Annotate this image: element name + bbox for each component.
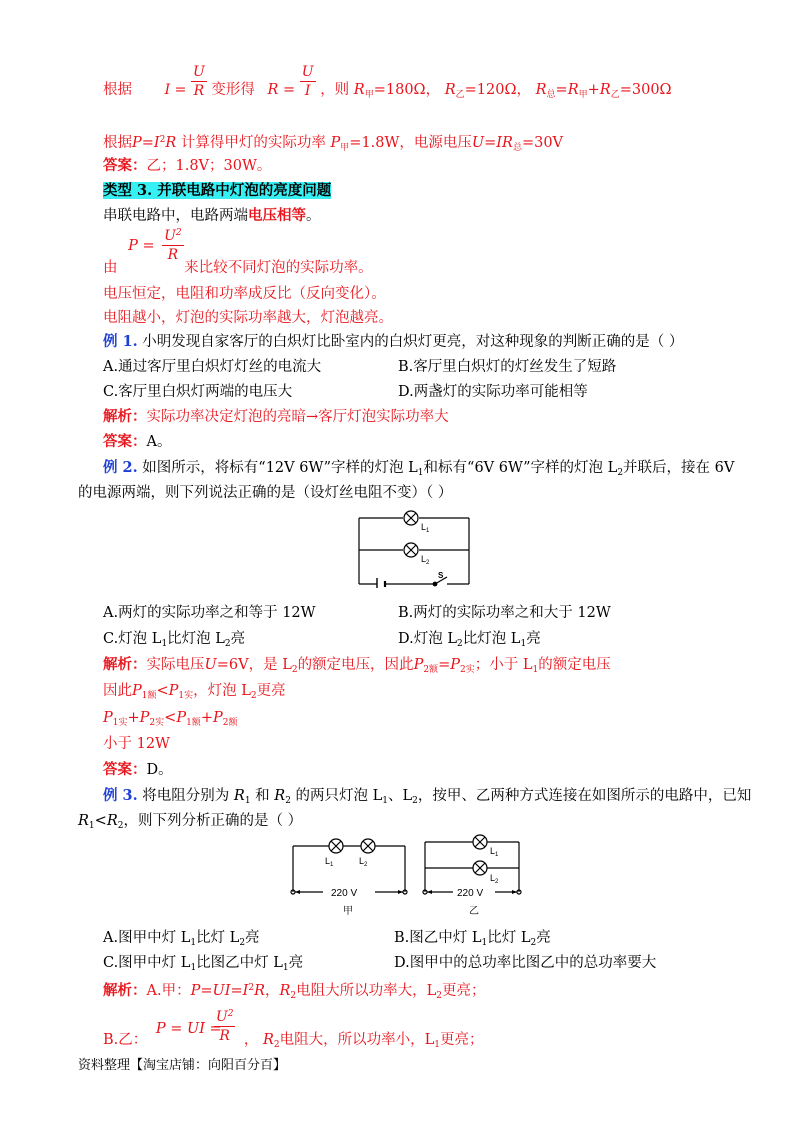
ex2-answer: 答案：D。 bbox=[103, 761, 173, 778]
ex2-question-line-1: 例 2. 如图所示，将标有“12V 6W”字样的灯泡 $L_1$和标有“6V 6W”字样的灯泡 $L_2$并联后，接在 6V bbox=[103, 459, 735, 478]
ex3-option-a: A.图甲中灯 $L_1$比灯 $L_2$亮 bbox=[103, 930, 260, 948]
ex3-analysis-line-1: 解析：A.甲：$P=UI=I^2R$，$R_2$电阻大所以功率大，$L_2$更亮； bbox=[103, 982, 486, 1001]
ex1-question: 例 1. 小明发现自家客厅的白炽灯比卧室内的白炽灯更亮，对这种现象的判断正确的是（ ） bbox=[103, 333, 684, 350]
ex2-question-line-2: 的电源两端，则下列说法正确的是（设灯丝电阻不变）（ ） bbox=[78, 485, 453, 501]
voltage-label-yi: 220 V bbox=[457, 888, 484, 899]
svg-text:L2: $L_2$ bbox=[490, 873, 499, 885]
svg-text:L1: $L_1$ bbox=[490, 846, 499, 858]
ex3-circuit-figure bbox=[287, 832, 525, 920]
formula-line-1: 根据 I = $\frac{U}{R}$ 变形得 R = $\frac{U}{I}$ ，则 $R_甲=180\Omega$， $R_乙=120\Omega$， $R_总=R_甲+R_乙=300\Omega$ bbox=[103, 63, 672, 100]
ex3-question-line-1: 例 3. 将电阻分别为 $R_1$ 和 $R_2$ 的两只灯泡 $L_1$、$L_2$，按甲、乙两种方式连接在如图所示的电路中，已知 bbox=[103, 787, 752, 806]
ex3-question-line-2: $R_1<R_2$，则下列分析正确的是（ ） bbox=[78, 813, 303, 831]
ex1-analysis: 解析：实际功率决定灯泡的亮暗→客厅灯泡实际功率大 bbox=[103, 408, 449, 425]
ex2-option-c: C.灯泡 $L_1$比灯泡 $L_2$亮 bbox=[103, 631, 246, 649]
ex2-analysis-line-1: 解析：实际电压U=6V，是 $L_2$的额定电压，因此$P_{2额}=P_{2实}$；小于 $L_1$的额定电压 bbox=[103, 656, 611, 675]
figure-label-jia: 甲 bbox=[343, 906, 353, 917]
section-heading: 类型 3. 并联电路中灯泡的亮度问题 bbox=[103, 182, 332, 199]
ex3-option-b: B.图乙中灯 $L_1$比灯 $L_2$亮 bbox=[394, 930, 551, 948]
ex2-parallel-circuit-figure bbox=[355, 508, 475, 588]
fraction-u2-over-r: $\frac{U^2}{R}$ bbox=[162, 224, 184, 264]
voltage-label-jia: 220 V bbox=[331, 888, 358, 899]
type3-line-3: 电压恒定，电阻和功率成反比（反向变化）。 bbox=[103, 286, 386, 302]
ex1-option-d: D.两盏灯的实际功率可能相等 bbox=[398, 384, 588, 400]
ex3-analysis-line-2: B.乙： P = UI = $\frac{U^2}{R}$ ， $R_2$电阻大，所以功率小，$L_1$更亮； bbox=[103, 1030, 484, 1055]
ex3-option-c: C.图甲中灯 $L_1$比图乙中灯 $L_1$亮 bbox=[103, 955, 304, 973]
switch-label: S bbox=[438, 571, 444, 580]
ex2-analysis-line-3: $P_{1实}+P_{2实}<P_{1额}+P_{2额}$ bbox=[103, 710, 238, 728]
ex3-option-d: D.图甲中的总功率比图乙中的总功率要大 bbox=[394, 955, 657, 971]
fraction-u-over-r: $\frac{U}{R}$ bbox=[192, 63, 205, 99]
answer-top: 答案：乙；1.8V；30W。 bbox=[103, 157, 272, 174]
formula-line-2: 根据$P=I^2R$ 计算得甲灯的实际功率 $P_甲=1.8W$，电源电压$U=IR_总=30V$ bbox=[103, 135, 564, 153]
type3-line-2: 由 P = $\frac{U^2}{R}$ 来比较不同灯泡的实际功率。 bbox=[103, 258, 373, 278]
ex2-analysis-line-4: 小于 12W bbox=[103, 736, 170, 752]
ex2-option-a: A.两灯的实际功率之和等于 12W bbox=[103, 605, 316, 621]
svg-text:L2: $L_2$ bbox=[359, 856, 368, 868]
svg-text:L1: $L_1$ bbox=[325, 856, 334, 868]
ex2-option-b: B.两灯的实际功率之和大于 12W bbox=[398, 605, 611, 621]
lamp-l1-label: $L_1$ bbox=[421, 522, 430, 534]
ex1-option-a: A.通过客厅里白炽灯灯丝的电流大 bbox=[103, 359, 322, 375]
figure-label-yi: 乙 bbox=[469, 906, 479, 917]
footer-source-note: 资料整理【淘宝店铺：向阳百分百】 bbox=[78, 1058, 287, 1073]
ex1-option-c: C.客厅里白炽灯两端的电压大 bbox=[103, 384, 293, 400]
lamp-l2-label: $L_2$ bbox=[421, 554, 430, 566]
type3-line-4: 电阻越小，灯泡的实际功率越大，灯泡越亮。 bbox=[103, 310, 393, 326]
ex1-answer: 答案：A。 bbox=[103, 433, 172, 450]
fraction-u-over-i: $\frac{U}{I}$ bbox=[301, 63, 314, 99]
ex1-option-b: B.客厅里白炽灯的灯丝发生了短路 bbox=[398, 359, 617, 375]
ex2-analysis-line-2: 因此$P_{1额}<P_{1实}$，灯泡 $L_2$更亮 bbox=[103, 683, 286, 701]
ex2-option-d: D.灯泡 $L_2$比灯泡 $L_1$亮 bbox=[398, 631, 541, 649]
type3-line-1: 串联电路中，电路两端电压相等。 bbox=[103, 207, 321, 224]
